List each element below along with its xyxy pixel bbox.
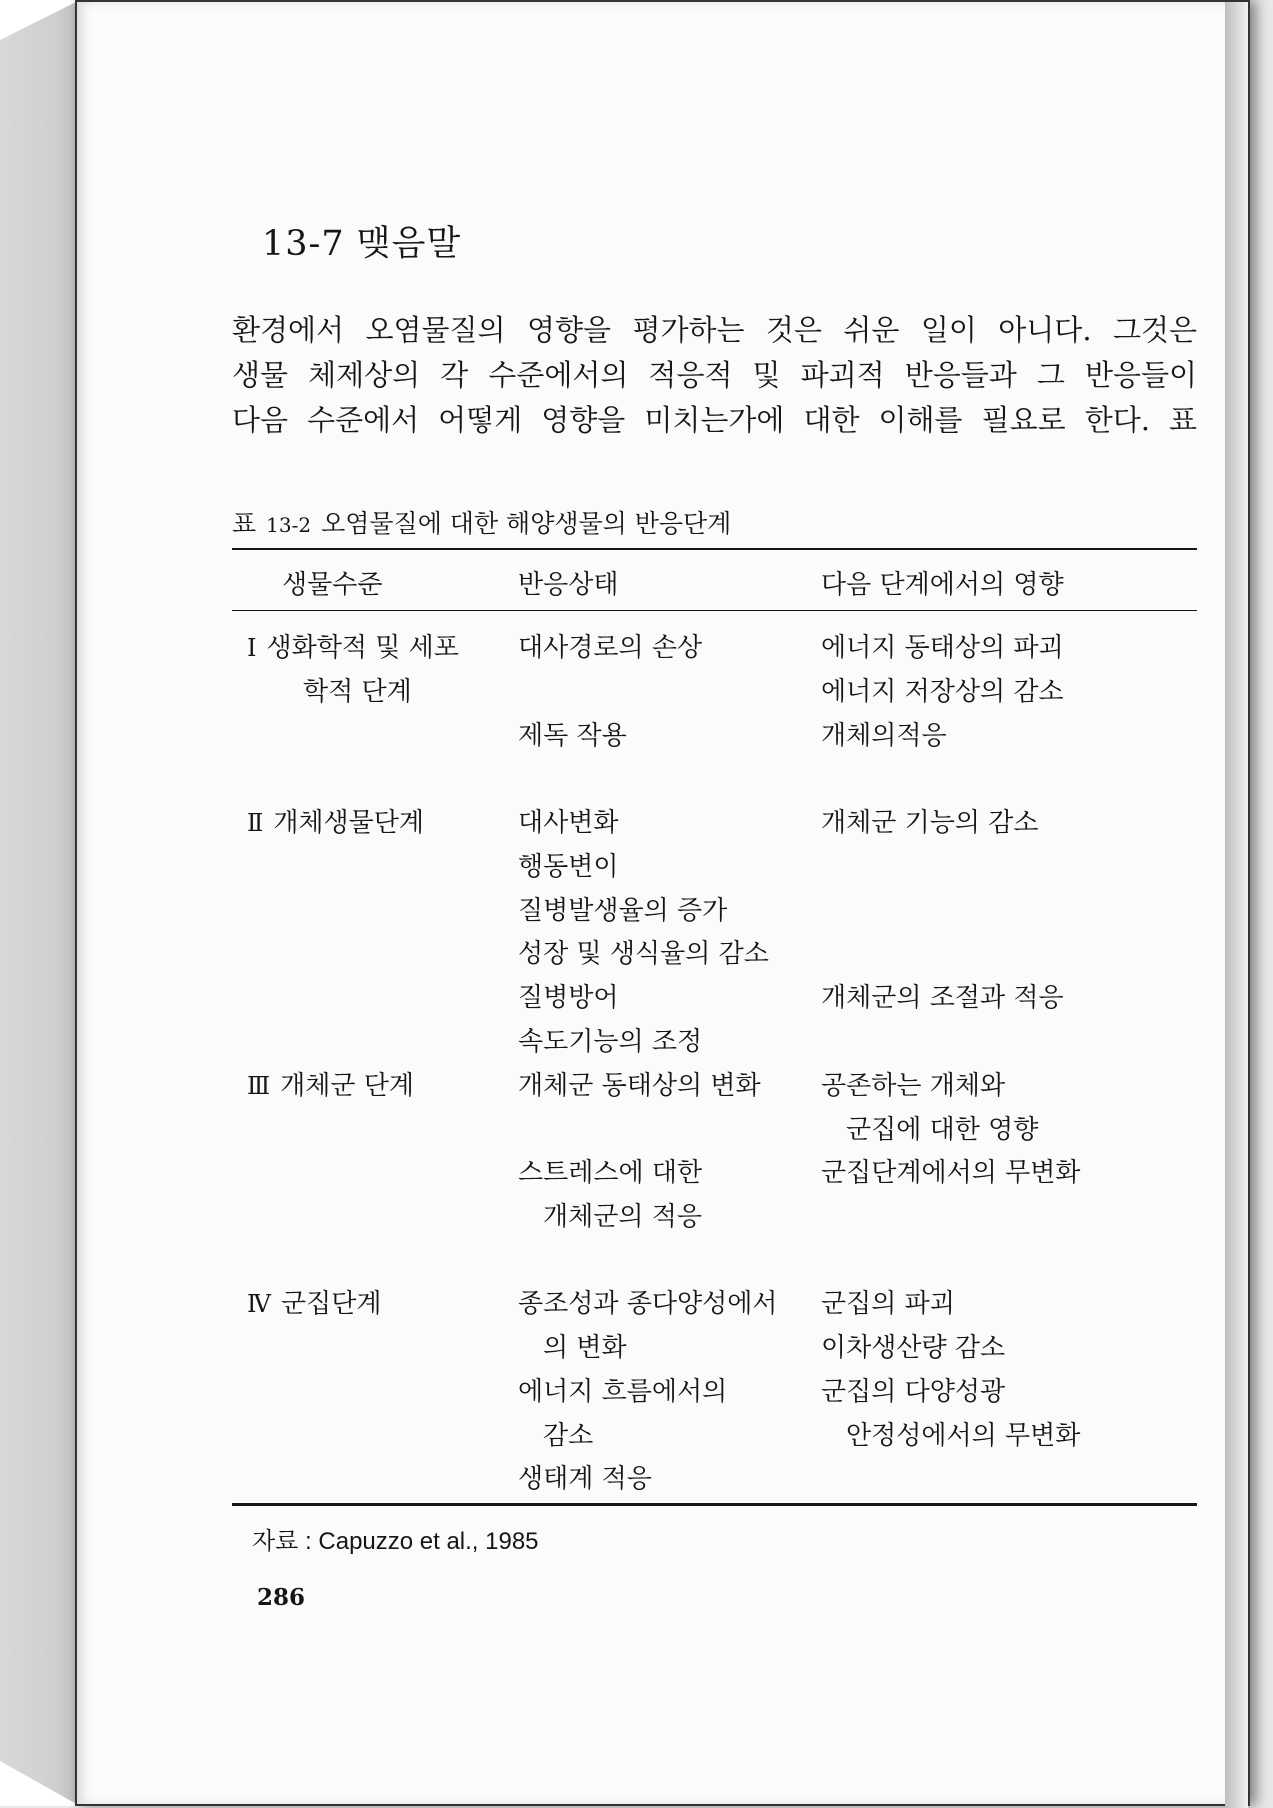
response-cell: 종조성과 종다양성에서 [518,1289,778,1319]
response-cell: 의 변화 [543,1333,627,1363]
effect-cell: 군집의 파괴 [821,1289,955,1319]
effect-cell: 에너지 동태상의 파괴 [821,633,1064,663]
table-top-rule [232,548,1197,550]
roman-numeral: Ⅲ [247,1072,271,1100]
effect-cell: 안정성에서의 무변화 [846,1421,1081,1451]
response-cell: 제독 작용 [518,721,627,751]
header-response: 반응상태 [518,570,619,600]
roman-numeral: Ⅳ [247,1290,271,1318]
caption-number: 13-2 [266,513,312,537]
body-paragraph [232,308,1197,443]
effect-cell: 공존하는 개체와 [821,1071,1006,1101]
response-cell: 성장 및 생식율의 감소 [518,939,769,969]
table-caption [232,504,731,540]
table-bottom-rule [232,1503,1197,1506]
response-cell: 개체군의 적응 [543,1202,702,1232]
header-effect: 다음 단계에서의 영향 [821,570,1064,600]
page-edge [1225,2,1248,1808]
response-cell: 대사경로의 손상 [518,633,703,663]
caption-title: 오염물질에 대한 해양생물의 반응단계 [321,509,732,538]
response-cell: 개체군 동태상의 변화 [518,1071,761,1101]
effect-cell: 개체군의 조절과 적응 [821,983,1064,1013]
response-cell: 행동변이 [518,852,619,882]
source-note [252,1521,539,1556]
roman-numeral: Ⅰ [247,634,257,662]
level-label-cont: 학적 단계 [303,677,412,707]
page-number: 286 [257,1584,306,1611]
source-text: : Capuzzo et al., 1985 [305,1528,539,1555]
level-label: Ⅳ 군집단계 [247,1289,382,1319]
effect-cell: 개체군 기능의 감소 [821,808,1039,838]
response-cell: 질병방어 [518,983,619,1013]
effect-cell: 군집에 대한 영향 [846,1115,1039,1145]
level-label: Ⅱ 개체생물단계 [247,808,425,838]
effect-cell: 군집의 다양성광 [821,1377,1006,1407]
paragraph-line: 환경에서 오염물질의 영향을 평가하는 것은 쉬운 일이 아니다. 그것은 [232,313,1197,347]
response-cell: 생태계 적응 [518,1464,652,1494]
effect-cell: 에너지 저장상의 감소 [821,677,1064,707]
section-title: 13-7 맺음말 [262,224,462,264]
response-cell: 에너지 흐름에서의 [518,1377,728,1407]
response-cell: 스트레스에 대한 [518,1158,703,1188]
paragraph-line: 생물 체제상의 각 수준에서의 적응적 및 파괴적 반응들과 그 반응들이 [232,358,1197,392]
caption-prefix: 표 [232,509,257,538]
table-header-rule [232,610,1197,611]
book-spine [0,0,80,1806]
level-label: Ⅰ 생화학적 및 세포 [247,633,459,663]
response-cell: 대사변화 [518,808,619,838]
roman-numeral: Ⅱ [247,809,264,837]
source-label: 자료 [252,1527,299,1555]
response-cell: 감소 [543,1421,594,1451]
response-cell: 속도기능의 조정 [518,1027,703,1057]
level-label: Ⅲ 개체군 단계 [247,1071,415,1101]
paragraph-line: 다음 수준에서 어떻게 영향을 미치는가에 대한 이해를 필요로 한다. 표 [232,403,1197,437]
book-page [75,0,1250,1806]
effect-cell: 이차생산량 감소 [821,1333,1006,1363]
response-cell: 질병발생율의 증가 [518,896,728,926]
header-level: 생물수준 [282,570,383,600]
effect-cell: 군집단계에서의 무변화 [821,1158,1081,1188]
effect-cell: 개체의적응 [821,721,947,751]
